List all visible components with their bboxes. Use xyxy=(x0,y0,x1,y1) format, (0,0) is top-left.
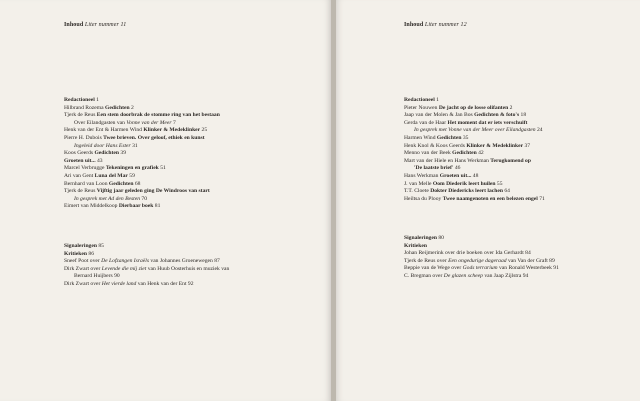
left-contents-main xyxy=(64,97,220,211)
toc-entry xyxy=(64,165,220,173)
toc-entry xyxy=(64,258,229,266)
toc-entry xyxy=(404,97,545,105)
toc-page-number: 2 xyxy=(129,104,134,111)
toc-entry xyxy=(404,105,545,113)
toc-entry-author: Marcel Verbrugge xyxy=(64,165,106,172)
toc-entry-title: De jacht op de losse olifanten xyxy=(438,104,509,111)
toc-entry xyxy=(404,188,545,196)
toc-entry-text: van Jaap Zijlstra xyxy=(482,272,522,279)
toc-page-number: 68 xyxy=(133,180,141,187)
toc-page-number: 46 xyxy=(453,165,461,172)
toc-entry-title: Gedichten xyxy=(108,180,134,187)
toc-entry-title: 'De laatste brief' xyxy=(414,165,454,172)
toc-entry-title: Twee brieven. Over geloof, ethiek en kunst xyxy=(103,134,205,141)
toc-entry-title: Gedichten xyxy=(105,104,130,111)
toc-page-number: 24 xyxy=(535,127,543,134)
toc-page-number: 48 xyxy=(471,172,479,179)
toc-page-number: 18 xyxy=(519,112,527,119)
right-header-title: Inhoud xyxy=(404,22,424,28)
toc-entry-author: T.T. Cloete xyxy=(404,188,431,195)
toc-page-number: 70 xyxy=(140,195,148,202)
toc-entry xyxy=(404,127,545,135)
toc-entry xyxy=(64,203,220,211)
toc-page-number: 80 xyxy=(436,235,444,241)
toc-entry xyxy=(404,273,559,281)
toc-page-number: 31 xyxy=(130,142,138,149)
toc-entry xyxy=(64,273,229,281)
toc-page-number: 51 xyxy=(158,165,166,172)
toc-entry xyxy=(64,173,220,181)
toc-page-number: 1 xyxy=(434,97,439,103)
toc-entry xyxy=(404,173,545,181)
toc-entry-author: Mart van der Hiele en Hans Werkman xyxy=(404,157,491,164)
toc-page-number: 37 xyxy=(523,142,531,149)
toc-entry xyxy=(64,196,220,204)
toc-entry-subtitle: In gesprek met Vonne van der Meer over Eilandgasten xyxy=(414,127,536,134)
toc-entry xyxy=(404,112,545,120)
toc-entry-author: Koos Geerds xyxy=(64,150,95,157)
right-page xyxy=(336,0,640,401)
toc-entry-author: C. Bregman over xyxy=(404,272,444,279)
toc-entry-author: Redactioneel xyxy=(64,97,95,103)
toc-entry-title: Groeten uit... xyxy=(439,172,472,179)
right-header-issue: Liter nummer 12 xyxy=(424,22,467,28)
toc-entry xyxy=(404,150,545,158)
toc-page-number: 86 xyxy=(87,250,94,257)
toc-page-number: 2 xyxy=(508,104,513,111)
toc-entry-author: Dirk Zwart over xyxy=(64,265,102,272)
toc-entry xyxy=(64,266,229,274)
toc-entry-title: Gedichten & foto's xyxy=(474,112,520,119)
toc-entry-title: Tekeningen en grafiek xyxy=(105,165,159,172)
toc-entry xyxy=(404,250,559,258)
toc-entry-author: Sneef Poot over xyxy=(64,258,102,265)
toc-entry-title: Groeten uit... xyxy=(64,157,96,164)
toc-entry-title: Oom Diederik leert huilen xyxy=(432,180,496,187)
toc-entry-author: Henk Knol & Koos Geerds xyxy=(404,142,467,149)
toc-entry-author: J. van Melle xyxy=(404,180,433,187)
toc-entry-title: Luna del Mar xyxy=(94,172,128,179)
toc-page-number: 25 xyxy=(200,127,208,134)
toc-entry-title: Kritieken xyxy=(404,242,427,249)
toc-page-number: 90 xyxy=(112,273,120,280)
toc-page-number: 92 xyxy=(186,280,194,287)
toc-entry xyxy=(64,150,220,158)
toc-page-number: 81 xyxy=(153,203,161,210)
left-header-issue: Liter nummer 11 xyxy=(84,22,127,28)
toc-entry-author: Ari van Gent xyxy=(64,172,95,179)
toc-page-number: 1 xyxy=(94,97,99,103)
toc-page-number: 7 xyxy=(171,119,176,126)
toc-entry xyxy=(404,243,559,251)
right-contents-main xyxy=(404,97,545,203)
toc-page-number: 89 xyxy=(547,257,555,264)
toc-page-number: 59 xyxy=(127,172,135,179)
toc-entry xyxy=(64,143,220,151)
right-contents-reviews xyxy=(404,235,559,281)
toc-entry-author: Hans Werkman xyxy=(404,172,440,179)
toc-entry-title: Dierbaar boek xyxy=(118,203,154,210)
toc-entry-author: Johan Reijmerink over drie boeken over Ida Gerhardt xyxy=(404,250,524,257)
toc-entry xyxy=(64,188,220,196)
toc-entry-author: Pierre H. Dubois xyxy=(64,134,104,141)
toc-entry-text: van Johannes Groenewegen xyxy=(149,258,213,265)
toc-entry-subtitle: Gods terrarium xyxy=(462,265,498,272)
toc-entry xyxy=(64,112,220,120)
toc-entry-text: van Van der Graft xyxy=(506,257,548,264)
toc-entry xyxy=(64,105,220,113)
toc-entry-author: Dirk Zwart over xyxy=(64,280,102,287)
toc-page-number: 94 xyxy=(521,272,529,279)
toc-entry xyxy=(404,120,545,128)
toc-entry-title: Vijftig jaar geleden ging De Windroos van start xyxy=(96,188,210,195)
toc-entry xyxy=(404,143,545,151)
toc-page-number: 85 xyxy=(96,243,104,249)
toc-page-number: 84 xyxy=(523,250,531,257)
left-contents-reviews xyxy=(64,243,229,289)
toc-entry-author: Tjerk de Reus xyxy=(64,112,97,119)
toc-entry xyxy=(404,181,545,189)
toc-entry-author: Beppie van de Wege over xyxy=(404,265,463,272)
toc-entry-text: van Ronald Westerbeek xyxy=(497,265,552,272)
toc-entry-subtitle: Ingeleid door Hans Ester xyxy=(74,142,131,149)
toc-entry xyxy=(64,281,229,289)
toc-page-number: 42 xyxy=(476,150,484,157)
toc-entry-title: Gedichten xyxy=(94,150,120,157)
toc-entry-author: Tjerk de Reus over xyxy=(404,257,449,264)
toc-entry-author: Menno van der Beek xyxy=(404,150,453,157)
toc-entry-author: Tjerk de Reus xyxy=(64,188,97,195)
toc-entry xyxy=(404,158,545,166)
toc-entry-author: Heiltsa du Plooy xyxy=(404,195,443,202)
toc-entry xyxy=(64,158,220,166)
toc-page-number: 35 xyxy=(461,134,469,141)
toc-page-number: 43 xyxy=(95,157,103,164)
toc-entry-title: Klinker & Medeklinker xyxy=(466,142,524,149)
toc-page-number: 64 xyxy=(502,188,510,195)
toc-entry-title: Een stem doorbrak de stomme ring van het bestaan xyxy=(96,112,220,119)
toc-entry-subtitle: Het vierde land xyxy=(101,280,137,287)
left-header-title: Inhoud xyxy=(64,22,84,28)
toc-entry xyxy=(64,120,220,128)
toc-entry xyxy=(64,135,220,143)
toc-entry-author: Bernhard van Loon xyxy=(64,180,109,187)
toc-entry-title: Twee naamgenoten en een belezen engel xyxy=(442,195,538,202)
left-header xyxy=(64,22,126,28)
toc-entry-author: Henk van der Ent & Harmen Wind xyxy=(64,127,144,134)
toc-page-number: 71 xyxy=(537,195,545,202)
toc-entry-author: Gerda van de Haar xyxy=(404,119,448,126)
toc-entry xyxy=(64,243,229,251)
toc-entry-subtitle: Een ongedurige dageraad xyxy=(448,257,507,264)
toc-entry-title: Kritieken xyxy=(64,250,87,257)
toc-page-number: 87 xyxy=(212,258,220,265)
toc-entry xyxy=(404,135,545,143)
toc-page-number: 91 xyxy=(551,265,559,272)
toc-entry xyxy=(404,265,559,273)
toc-entry xyxy=(404,258,559,266)
toc-entry xyxy=(64,97,220,105)
toc-entry-subtitle: De Lofzangen Israëls xyxy=(101,258,149,265)
toc-entry-title: Gedichten xyxy=(452,150,477,157)
toc-entry-subtitle: De glazen scheep xyxy=(443,272,483,279)
toc-entry-author: Signaleringen xyxy=(64,243,97,249)
toc-entry-author: Redactioneel xyxy=(404,97,435,103)
toc-entry xyxy=(404,165,545,173)
toc-entry-title: Klinker & Medeklinker xyxy=(143,127,201,134)
toc-entry-subtitle: In gesprek met Ad den Besten xyxy=(74,195,141,202)
toc-entry-author: Over Eilandgasten van xyxy=(74,119,127,126)
toc-entry-author: Hilbrand Rozema xyxy=(64,104,106,111)
toc-entry xyxy=(64,181,220,189)
toc-entry xyxy=(64,127,220,135)
toc-entry-title: Gedichten xyxy=(436,134,462,141)
toc-entry-author: Jaap van der Molen & Jan Bos xyxy=(404,112,475,119)
toc-entry-subtitle: Levende die mij ziet xyxy=(101,265,147,272)
toc-page-number: 55 xyxy=(495,180,503,187)
toc-entry-author: Bernard Huijbers xyxy=(74,273,113,280)
toc-entry-title: Terugkomend op xyxy=(490,157,531,164)
toc-entry-subtitle: Vonne van der Meer xyxy=(126,119,172,126)
toc-entry-text: van Huub Oosterhuis en muziek van xyxy=(146,265,230,272)
toc-entry xyxy=(404,235,559,243)
toc-entry-author: Signaleringen xyxy=(404,235,437,241)
toc-entry-title: Dokter Diedericks leert lachen xyxy=(430,188,503,195)
toc-entry xyxy=(404,196,545,204)
toc-entry-text: van Henk van der Ent xyxy=(136,280,187,287)
toc-page-number: 39 xyxy=(119,150,127,157)
toc-entry-author: Pieter Nouwen xyxy=(404,104,439,111)
toc-entry-author: Harmen Wind xyxy=(404,134,437,141)
right-header xyxy=(404,22,467,28)
toc-entry-author: Eimert van Middelkoop xyxy=(64,203,119,210)
toc-entry-title: Het moment dat er iets verschuift xyxy=(447,119,528,126)
